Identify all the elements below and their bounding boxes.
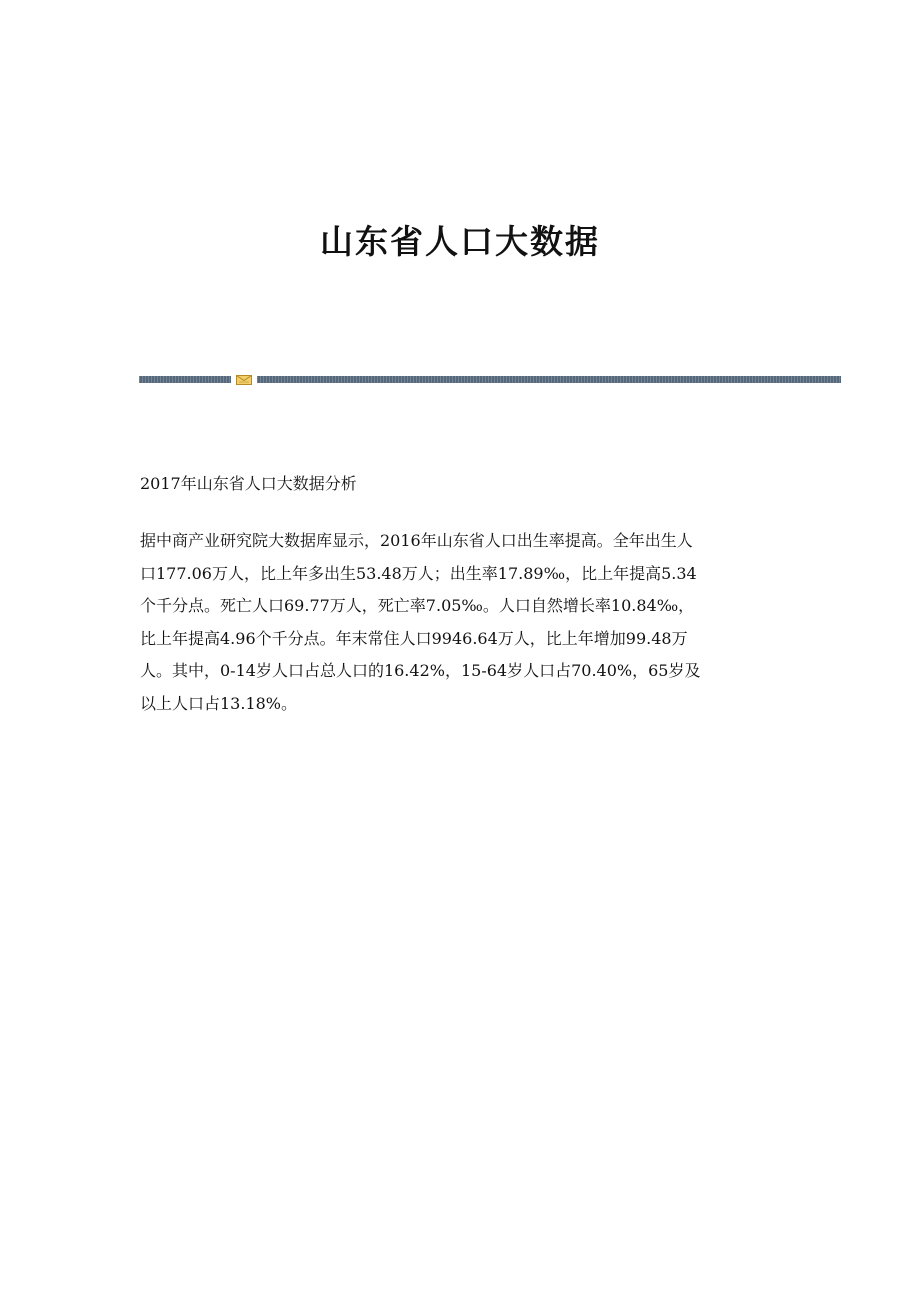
paragraph-line: 以上人口占13.18%。 [140,693,298,713]
title-divider [139,375,841,385]
paragraph-line: 个千分点。死亡人口69.77万人，死亡率7.05‰。人口自然增长率10.84‰， [140,596,695,616]
document-title: 山东省人口大数据 [320,222,600,261]
paragraph-line: 据中商产业研究院大数据库显示，2016年山东省人口出生率提高。全年出生人 [140,531,693,550]
divider-bar-right [257,376,841,383]
divider-bar-left [139,376,231,383]
paragraph-line: 人。其中，0-14岁人口占总人口的16.42%，15-64岁人口占70.40%，65岁及 [140,661,701,681]
envelope-icon [236,375,252,385]
paragraph-line: 比上年提高4.96个千分点。年末常住人口9946.64万人，比上年增加99.48万 [140,628,688,648]
body-paragraph [140,528,790,724]
paragraph-line: 口177.06万人，比上年多出生53.48万人；出生率17.89‰，比上年提高5.34 [140,563,697,583]
section-subtitle: 2017年山东省人口大数据分析 [140,474,357,493]
